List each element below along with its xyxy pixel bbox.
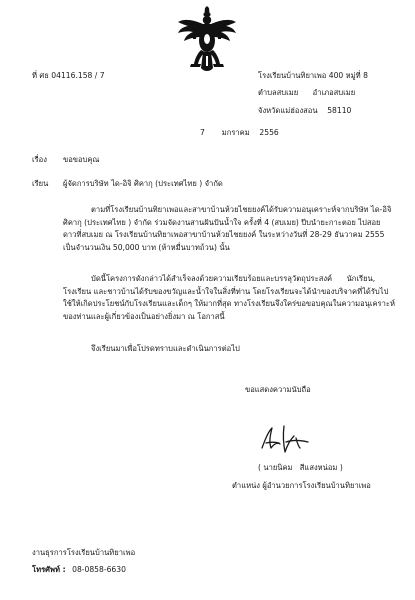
paragraph-line: ของท่านและผู้เกี่ยวข้องเป็นอย่างยิ่งมา ณ โอกาสนี้ xyxy=(63,311,225,321)
to-label: เรียน xyxy=(32,179,49,188)
to-recipient: ผู้จัดการบริษัท ได-อิจิ ศิคากุ (ประเทศไทย ) จำกัด xyxy=(63,179,223,188)
paragraph-line: ดาวที่สบเมย ณ โรงเรียนบ้านทิยาเพอสาขาบ้านห้วยไชยยงค์ ในระหว่างวันที่ 28-29 ธันวาคม 2555 xyxy=(63,230,385,239)
paragraph-line: ตามที่โรงเรียนบ้านทิยาเพอและสาขาบ้านห้วยไชยยงค์ได้รับความอนุเคราะห์จากบริษัท ได-อิจิ xyxy=(91,205,392,214)
paragraph-line: ใช้ให้เกิดประโยชน์กับโรงเรียนและเด็กๆ ให้มากที่สุด ทางโรงเรียนจึงใคร่ขอขอบคุณในความอนุเคราะห์ xyxy=(63,299,395,308)
footer-phone-number: 08-0858-6630 xyxy=(72,565,126,574)
paragraph-line: บัดนี้โครงการดังกล่าวได้สำเร็จลงด้วยความเรียบร้อยและบรรลุวัตถุประสงค์ นักเรียน, xyxy=(91,274,376,283)
footer-phone-row xyxy=(32,565,126,575)
body-paragraph-1 xyxy=(63,204,391,254)
paragraph-line: โรงเรียน และชาวบ้านได้รับของขวัญและน้ำใจในสิ่งที่ท่าน โดยโรงเรียนจะได้นำของบริจาคที่ได้รับไป xyxy=(63,286,389,296)
letter-date: 7 มกราคม 2556 xyxy=(200,128,279,137)
signer-position: ตำแหน่ง ผู้อำนวยการโรงเรียนบ้านทิยาเพอ xyxy=(232,481,371,490)
paragraph-line: เป็นจำนวนเงิน 50,000 บาท (ห้าหมื่นบาทถ้วน) นั้น xyxy=(63,242,230,252)
subject-text: ขอขอบคุณ xyxy=(63,155,100,164)
body-paragraph-2 xyxy=(63,273,395,323)
paragraph-line: ศิคากุ (ประเทศไทย ) จำกัด ร่วมจัดงานสานฝันปันน้ำใจ ครั้งที่ 4 (สบเมย) ปีบนำยะกาะตอย ไปสอย xyxy=(63,217,381,227)
address-line-1: โรงเรียนบ้านทิยาเพอ 400 หมู่ที่ 8 xyxy=(258,71,368,80)
body-paragraph-3: จึงเรียนมาเพื่อโปรดทราบและดำเนินการต่อไป xyxy=(91,344,240,353)
footer-office: งานธุรการโรงเรียนบ้านทิยาเพอ xyxy=(32,548,136,557)
signer-name: ( นายนิคม สีแสงหน่อม ) xyxy=(258,463,343,472)
subject-label: เรื่อง xyxy=(32,155,47,164)
closing-phrase: ขอแสดงความนับถือ xyxy=(245,385,311,394)
handwritten-signature xyxy=(256,418,312,460)
footer-phone-label: โทรศัพท์ : xyxy=(32,565,66,574)
address-line-3: จังหวัดแม่ฮ่องสอน 58110 xyxy=(258,106,352,115)
address-line-2: ตำบลสบเมย อำเภอสบเมย xyxy=(258,88,356,97)
garuda-emblem-icon xyxy=(176,6,238,76)
document-number: ที่ ศธ 04116.158 / 7 xyxy=(32,71,105,80)
